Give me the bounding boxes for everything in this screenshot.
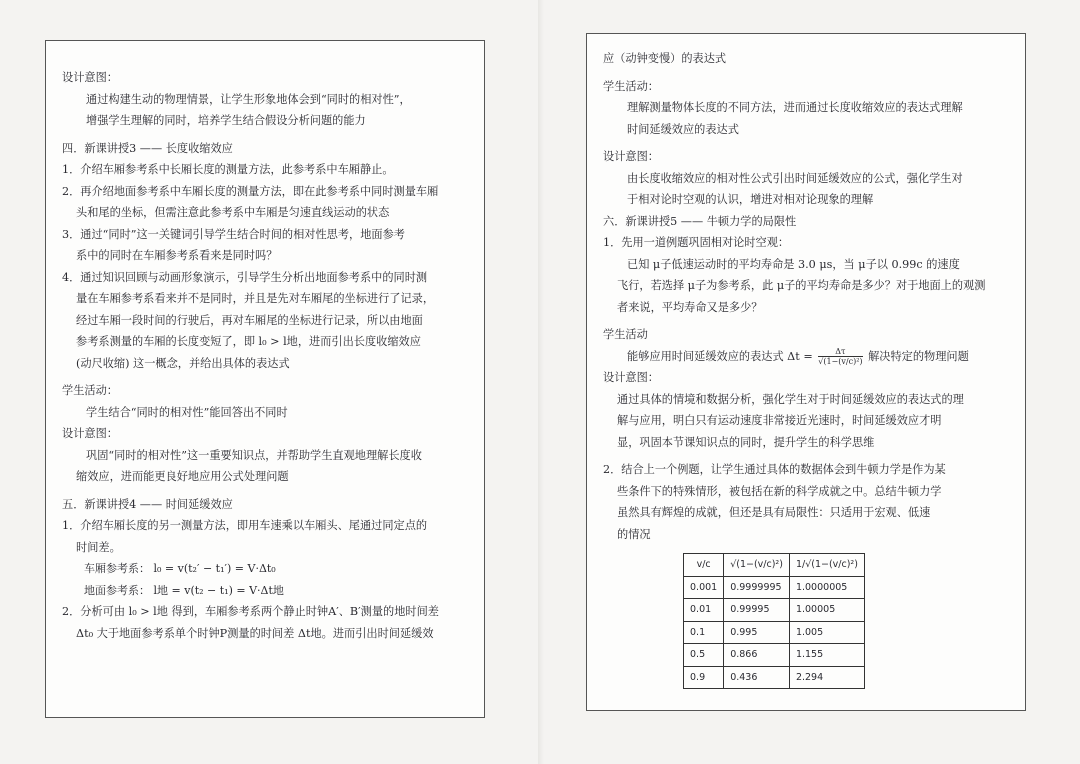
table-row xyxy=(684,599,865,622)
activity-formula-line xyxy=(603,346,1011,368)
text-line: 增强学生理解的同时，培养学生结合假设分析问题的能力 xyxy=(86,114,366,127)
text-line: 2．再介绍地面参考系中车厢长度的测量方法，即在此参考系中同时测量车厢 xyxy=(62,184,439,198)
table-cell: 0.99995 xyxy=(724,599,790,622)
table-cell: 0.9 xyxy=(684,666,724,689)
table-cell: 0.001 xyxy=(684,576,724,599)
table-cell: 0.866 xyxy=(724,644,790,667)
text-line: 缩效应，进而能更良好地应用公式处理问题 xyxy=(76,470,289,483)
text-line: 学生活动： xyxy=(62,384,118,397)
text-line: 时间延缓效应的表达式 xyxy=(627,122,739,136)
text-line: 地面参考系： l地 = v(t₂ − t₁) = V·Δt地 xyxy=(84,583,284,597)
text-line: (动尺收缩) 这一概念，并给出具体的表达式 xyxy=(76,356,290,370)
text-line: 的情况 xyxy=(617,527,651,541)
text-line: 头和尾的坐标，但需注意此参考系中车厢是匀速直线运动的状态 xyxy=(76,206,390,219)
text-line: 已知 μ子低速运动时的平均寿命是 3.0 μs，当 μ子以 0.99c 的速度 xyxy=(627,257,960,271)
table-row xyxy=(684,666,865,689)
text-line: 2．分析可由 l₀ > l地 得到，车厢参考系两个静止时钟A′、B′测量的地时间差 xyxy=(62,605,439,618)
text-line: 设计意图： xyxy=(62,71,118,84)
table-row xyxy=(684,576,865,599)
text-line: 由长度收缩效应的相对性公式引出时间延缓效应的公式，强化学生对 xyxy=(627,171,963,185)
text-line: 通过构建生动的物理情景，让学生形象地体会到“同时的相对性”， xyxy=(86,92,411,106)
table-cell: 0.995 xyxy=(724,621,790,644)
table-header-row xyxy=(684,554,865,577)
right-page xyxy=(586,33,1026,711)
table-cell: 1.005 xyxy=(789,621,864,644)
text-line: 设计意图： xyxy=(603,150,659,163)
table-row xyxy=(684,644,865,667)
left-page xyxy=(45,40,485,718)
table-cell: 0.5 xyxy=(684,644,724,667)
lorentz-factor-table xyxy=(683,553,865,689)
left-page-content xyxy=(62,67,470,644)
text-line: 设计意图： xyxy=(62,427,118,440)
text-line: 六．新课讲授5 —— 牛顿力学的局限性 xyxy=(603,214,797,228)
table-cell: 1.0000005 xyxy=(789,576,864,599)
text-line: 经过车厢一段时间的行驶后，再对车厢尾的坐标进行记录，所以由地面 xyxy=(76,313,423,327)
text-line: 设计意图： xyxy=(603,371,659,384)
text-line: 四．新课讲授3 —— 长度收缩效应 xyxy=(62,141,233,155)
table-cell: 1.00005 xyxy=(789,599,864,622)
text-line: 1．先用一道例题巩固相对论时空观： xyxy=(603,236,790,249)
text-line: Δt₀ 大于地面参考系单个时钟P测量的时间差 Δt地。进而引出时间延缓效 xyxy=(76,626,434,640)
text-line: 理解测量物体长度的不同方法，进而通过长度收缩效应的表达式理解 xyxy=(627,101,963,114)
text-line: 车厢参考系： l₀ = v(t₂′ − t₁′) = V·Δt₀ xyxy=(84,562,276,575)
table-row xyxy=(684,621,865,644)
activity-text-pre: 能够应用时间延缓效应的表达式 Δt = xyxy=(627,349,817,363)
text-line: 五．新课讲授4 —— 时间延缓效应 xyxy=(62,497,233,511)
table-cell: 1.155 xyxy=(789,644,864,667)
table-cell: 0.1 xyxy=(684,621,724,644)
text-line: 通过具体的情境和数据分析，强化学生对于时间延缓效应的表达式的理 xyxy=(617,392,964,406)
table-cell: 0.9999995 xyxy=(724,576,790,599)
text-line: 2．结合上一个例题，让学生通过具体的数据体会到牛顿力学是作为某 xyxy=(603,463,946,476)
text-line: 1．介绍车厢参考系中长厢长度的测量方法，此参考系中车厢静止。 xyxy=(62,163,394,176)
scan-binding-shadow xyxy=(538,0,544,764)
fraction-numerator: Δτ xyxy=(818,347,862,357)
table-header-cell: 1/√(1−(v/c)²) xyxy=(789,554,864,577)
text-line: 者来说，平均寿命又是多少？ xyxy=(617,300,763,314)
table-cell: 0.01 xyxy=(684,599,724,622)
text-line: 显，巩固本节课知识点的同时，提升学生的科学思维 xyxy=(617,435,875,449)
text-line: 3．通过“同时”这一关键词引导学生结合时间的相对性思考，地面参考 xyxy=(62,227,405,241)
text-line: 系中的同时在车厢参考系看来是同时吗？ xyxy=(76,249,278,262)
text-line: 量在车厢参考系看来并不是同时，并且是先对车厢尾的坐标进行了记录， xyxy=(76,292,435,305)
text-line: 参考系测量的车厢的长度变短了，即 l₀ > l地，进而引出长度收缩效应 xyxy=(76,335,421,348)
text-line: 4．通过知识回顾与动画形象演示，引导学生分析出地面参考系中的同时测 xyxy=(62,270,428,284)
table-header-cell: v/c xyxy=(684,554,724,577)
fraction-denominator: √(1−(v/c)²) xyxy=(818,357,863,366)
text-line: 于相对论时空观的认识，增进对相对论现象的理解 xyxy=(627,193,874,206)
right-page-lines xyxy=(603,48,1011,318)
table-body xyxy=(684,576,865,689)
right-page-content xyxy=(603,48,1011,689)
text-line: 解与应用，明白只有运动速度非常接近光速时，时间延缓效应才明 xyxy=(617,414,942,427)
table-cell: 2.294 xyxy=(789,666,864,689)
text-line: 应（动钟变慢）的表达式 xyxy=(603,52,727,65)
text-line: 学生结合“同时的相对性”能回答出不同时 xyxy=(86,405,288,419)
text-line: 1．介绍车厢长度的另一测量方法，即用车速乘以车厢头、尾通过同定点的 xyxy=(62,519,428,532)
activity-heading: 学生活动 xyxy=(603,328,648,341)
text-line: 虽然具有辉煌的成就，但还是具有局限性：只适用于宏观、低速 xyxy=(617,506,931,519)
text-line: 时间差。 xyxy=(76,540,121,554)
table-cell: 0.436 xyxy=(724,666,790,689)
text-line: 学生活动： xyxy=(603,79,659,93)
activity-text-post: 解决特定的物理问题 xyxy=(864,349,969,363)
text-line: 巩固“同时的相对性”这一重要知识点，并帮助学生直观地理解长度收 xyxy=(86,448,422,462)
right-page-lines-after xyxy=(603,367,1011,545)
table-header-cell: √(1−(v/c)²) xyxy=(724,554,790,577)
time-dilation-fraction xyxy=(818,347,862,366)
text-line: 飞行，若选择 μ子为参考系，此 μ子的平均寿命是多少？对于地面上的观测 xyxy=(617,279,986,292)
text-line: 些条件下的特殊情形，被包括在新的科学成就之中。总结牛顿力学 xyxy=(617,484,942,498)
